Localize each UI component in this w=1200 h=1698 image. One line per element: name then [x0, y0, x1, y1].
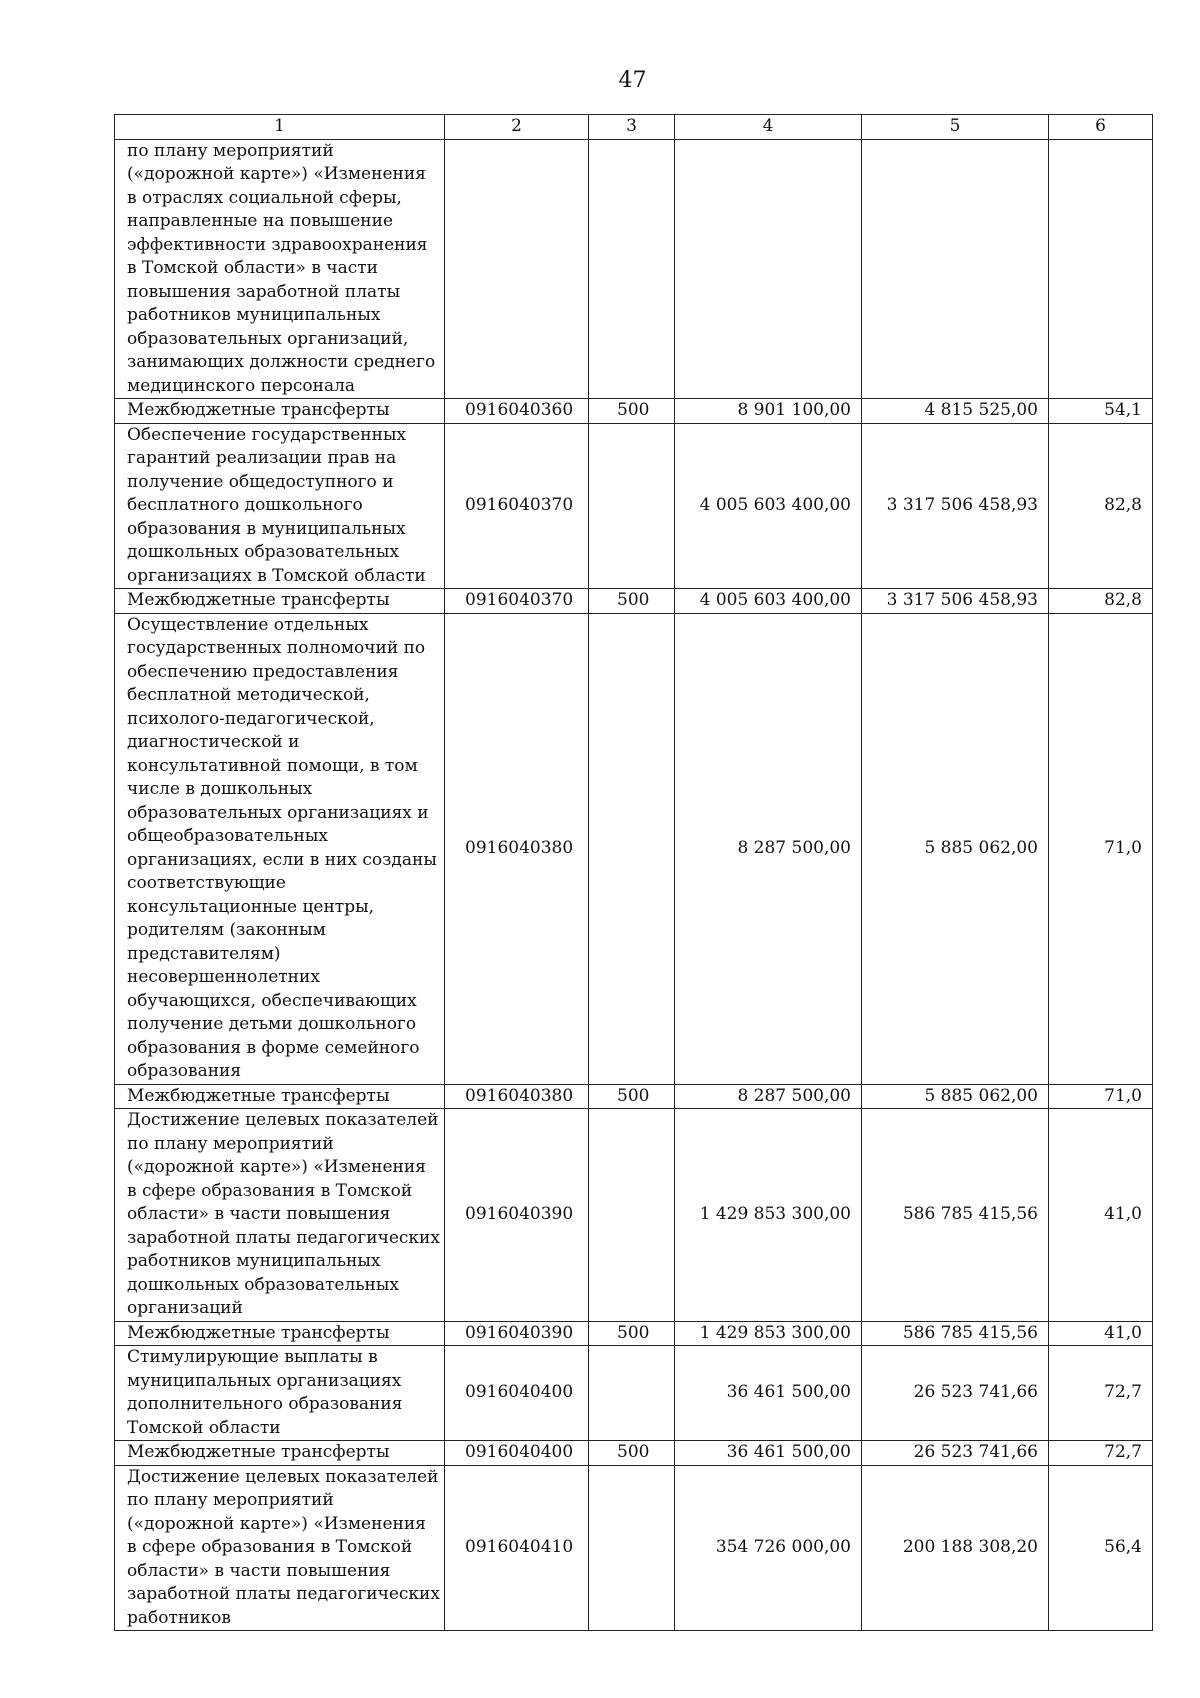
table-row — [115, 1109, 1153, 1322]
row-plan: 354 726 000,00 — [675, 1465, 862, 1631]
row-type: 500 — [589, 1441, 675, 1466]
row-plan: 4 005 603 400,00 — [675, 423, 862, 589]
row-actual — [862, 139, 1049, 399]
row-code: 0916040390 — [445, 1321, 589, 1346]
row-name: Достижение целевых показателей по плану мероприятий («дорожной карте») «Изменения в сфере образования в Томской области» в части повышения заработной платы педагогических работников муниципальных дошкольных образовательных организаций — [115, 1109, 445, 1322]
row-plan — [675, 139, 862, 399]
row-code: 0916040400 — [445, 1346, 589, 1441]
page-number: 47 — [618, 68, 647, 93]
row-type: 500 — [589, 1321, 675, 1346]
table-row — [115, 589, 1153, 614]
row-name: Межбюджетные трансферты — [115, 1321, 445, 1346]
row-name: Межбюджетные трансферты — [115, 1084, 445, 1109]
table-row — [115, 1346, 1153, 1441]
row-name: Осуществление отдельных государственных полномочий по обеспечению предоставления бесплатной методической, психолого-педагогической, диагностической и консультативной помощи, в том числе в дошкольных образовательных организациях и общеобразовательных организациях, если в них созданы соответствующие консультационные центры, родителям (законным представителям) несовершеннолетних обучающихся, обеспечивающих получение детьми дошкольного образования в форме семейного образования — [115, 613, 445, 1084]
table-row — [115, 399, 1153, 424]
row-plan: 8 287 500,00 — [675, 1084, 862, 1109]
header-cell: 1 — [115, 115, 445, 140]
row-plan: 8 901 100,00 — [675, 399, 862, 424]
row-name: Обеспечение государственных гарантий реализации прав на получение общедоступного и бесплатного дошкольного образования в муниципальных дошкольных образовательных организациях в Томской области — [115, 423, 445, 589]
row-percent: 82,8 — [1049, 589, 1153, 614]
row-actual: 26 523 741,66 — [862, 1346, 1049, 1441]
row-type — [589, 613, 675, 1084]
row-percent: 56,4 — [1049, 1465, 1153, 1631]
row-name: Стимулирующие выплаты в муниципальных организациях дополнительного образования Томской области — [115, 1346, 445, 1441]
row-percent: 41,0 — [1049, 1109, 1153, 1322]
row-code — [445, 139, 589, 399]
row-actual: 4 815 525,00 — [862, 399, 1049, 424]
row-percent: 54,1 — [1049, 399, 1153, 424]
row-plan: 1 429 853 300,00 — [675, 1321, 862, 1346]
header-cell: 6 — [1049, 115, 1153, 140]
table-row — [115, 423, 1153, 589]
row-code: 0916040380 — [445, 613, 589, 1084]
row-plan: 8 287 500,00 — [675, 613, 862, 1084]
table-row — [115, 1465, 1153, 1631]
row-name: Достижение целевых показателей по плану мероприятий («дорожной карте») «Изменения в сфере образования в Томской области» в части повышения заработной платы педагогических работников — [115, 1465, 445, 1631]
row-code: 0916040370 — [445, 589, 589, 614]
table-row — [115, 139, 1153, 399]
row-actual: 586 785 415,56 — [862, 1109, 1049, 1322]
row-actual: 586 785 415,56 — [862, 1321, 1049, 1346]
row-code: 0916040400 — [445, 1441, 589, 1466]
row-type — [589, 423, 675, 589]
row-plan: 36 461 500,00 — [675, 1441, 862, 1466]
row-actual: 5 885 062,00 — [862, 613, 1049, 1084]
table-row — [115, 1321, 1153, 1346]
row-type — [589, 1109, 675, 1322]
row-actual: 3 317 506 458,93 — [862, 423, 1049, 589]
budget-table — [114, 114, 1153, 1631]
row-plan: 1 429 853 300,00 — [675, 1109, 862, 1322]
row-plan: 4 005 603 400,00 — [675, 589, 862, 614]
row-name: Межбюджетные трансферты — [115, 1441, 445, 1466]
header-cell: 3 — [589, 115, 675, 140]
row-plan: 36 461 500,00 — [675, 1346, 862, 1441]
row-code: 0916040410 — [445, 1465, 589, 1631]
table-row — [115, 613, 1153, 1084]
row-percent: 82,8 — [1049, 423, 1153, 589]
row-percent: 71,0 — [1049, 1084, 1153, 1109]
row-code: 0916040360 — [445, 399, 589, 424]
row-type — [589, 1346, 675, 1441]
row-percent — [1049, 139, 1153, 399]
row-name: Межбюджетные трансферты — [115, 589, 445, 614]
row-type — [589, 139, 675, 399]
table-row — [115, 1084, 1153, 1109]
row-code: 0916040380 — [445, 1084, 589, 1109]
header-cell: 4 — [675, 115, 862, 140]
row-actual: 5 885 062,00 — [862, 1084, 1049, 1109]
row-percent: 72,7 — [1049, 1346, 1153, 1441]
row-name: по плану мероприятий («дорожной карте») «Изменения в отраслях социальной сферы, направленные на повышение эффективности здравоохранения в Томской области» в части повышения заработной платы работников муниципальных образовательных организаций, занимающих должности среднего медицинского персонала — [115, 139, 445, 399]
row-actual: 200 188 308,20 — [862, 1465, 1049, 1631]
header-cell: 5 — [862, 115, 1049, 140]
row-type: 500 — [589, 399, 675, 424]
row-code: 0916040370 — [445, 423, 589, 589]
row-percent: 71,0 — [1049, 613, 1153, 1084]
row-actual: 26 523 741,66 — [862, 1441, 1049, 1466]
header-cell: 2 — [445, 115, 589, 140]
row-type: 500 — [589, 1084, 675, 1109]
row-percent: 72,7 — [1049, 1441, 1153, 1466]
row-code: 0916040390 — [445, 1109, 589, 1322]
table-header-row — [115, 115, 1153, 140]
row-percent: 41,0 — [1049, 1321, 1153, 1346]
row-type — [589, 1465, 675, 1631]
row-type: 500 — [589, 589, 675, 614]
table-row — [115, 1441, 1153, 1466]
row-name: Межбюджетные трансферты — [115, 399, 445, 424]
row-actual: 3 317 506 458,93 — [862, 589, 1049, 614]
